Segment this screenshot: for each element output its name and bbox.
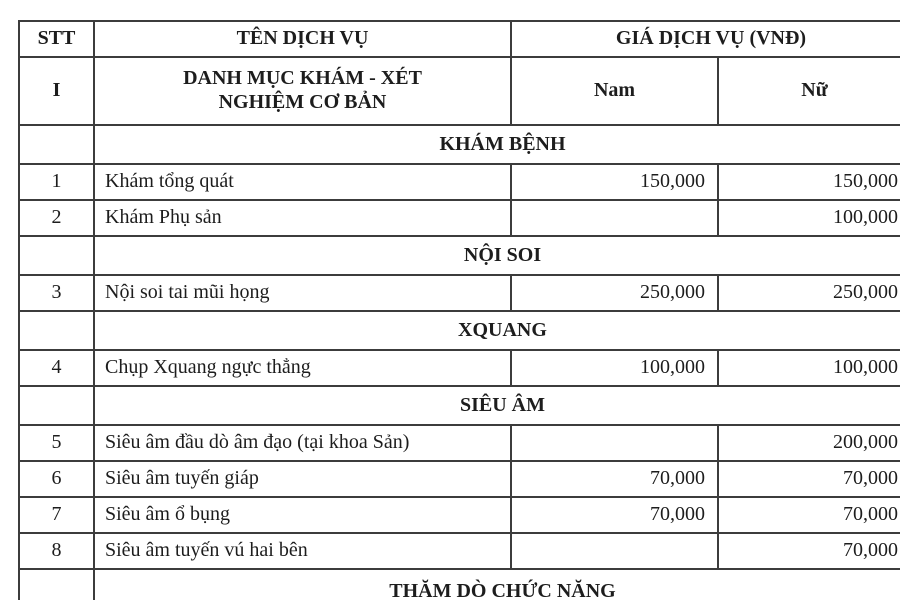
stt-cell: 6 — [19, 461, 94, 497]
stt-cell — [19, 236, 94, 275]
stt-cell — [19, 125, 94, 164]
section-title-cell: KHÁM BỆNH — [94, 125, 900, 164]
table-header-row — [19, 21, 900, 57]
col-header-service: TÊN DỊCH VỤ — [94, 21, 511, 57]
stt-cell: 1 — [19, 164, 94, 200]
stt-cell: 8 — [19, 533, 94, 569]
service-name-cell: Nội soi tai mũi họng — [94, 275, 511, 311]
section-row — [19, 311, 900, 350]
section-title-cell: XQUANG — [94, 311, 900, 350]
col-header-male: Nam — [511, 57, 718, 125]
stt-cell — [19, 386, 94, 425]
service-name-cell: Chụp Xquang ngực thẳng — [94, 350, 511, 386]
service-name-cell: Siêu âm tuyến vú hai bên — [94, 533, 511, 569]
service-name-cell: Siêu âm tuyến giáp — [94, 461, 511, 497]
col-header-price-group: GIÁ DỊCH VỤ (VNĐ) — [511, 21, 900, 57]
service-row — [19, 200, 900, 236]
stt-cell: 5 — [19, 425, 94, 461]
category-title: DANH MỤC KHÁM - XÉT NGHIỆM CƠ BẢN — [183, 67, 422, 113]
price-male-cell: 250,000 — [511, 275, 718, 311]
table-header-group — [19, 21, 900, 125]
col-header-stt: STT — [19, 21, 94, 57]
service-name-cell: Khám Phụ sản — [94, 200, 511, 236]
price-male-cell — [511, 533, 718, 569]
stt-cell: 4 — [19, 350, 94, 386]
service-row — [19, 164, 900, 200]
price-male-cell: 70,000 — [511, 497, 718, 533]
service-row — [19, 497, 900, 533]
table-body — [19, 125, 900, 600]
category-index-cell: I — [19, 57, 94, 125]
service-row — [19, 533, 900, 569]
section-row — [19, 386, 900, 425]
service-row — [19, 461, 900, 497]
stt-cell — [19, 569, 94, 600]
service-name-cell: Siêu âm đầu dò âm đạo (tại khoa Sản) — [94, 425, 511, 461]
section-row — [19, 569, 900, 600]
service-row — [19, 350, 900, 386]
price-male-cell: 100,000 — [511, 350, 718, 386]
price-female-cell: 150,000 — [718, 164, 900, 200]
section-row — [19, 125, 900, 164]
price-female-cell: 70,000 — [718, 461, 900, 497]
service-name-cell: Khám tổng quát — [94, 164, 511, 200]
section-row — [19, 236, 900, 275]
price-male-cell — [511, 200, 718, 236]
price-female-cell: 250,000 — [718, 275, 900, 311]
stt-cell: 7 — [19, 497, 94, 533]
price-female-cell: 100,000 — [718, 200, 900, 236]
price-female-cell: 100,000 — [718, 350, 900, 386]
stt-cell: 3 — [19, 275, 94, 311]
service-row — [19, 275, 900, 311]
price-male-cell: 150,000 — [511, 164, 718, 200]
price-female-cell: 70,000 — [718, 497, 900, 533]
price-female-cell: 200,000 — [718, 425, 900, 461]
service-row — [19, 425, 900, 461]
section-title-cell: SIÊU ÂM — [94, 386, 900, 425]
section-title-cell: THĂM DÒ CHỨC NĂNG — [94, 569, 900, 600]
price-male-cell — [511, 425, 718, 461]
price-male-cell: 70,000 — [511, 461, 718, 497]
service-price-table — [18, 20, 900, 600]
price-female-cell: 70,000 — [718, 533, 900, 569]
col-header-female: Nữ — [718, 57, 900, 125]
section-title-cell: NỘI SOI — [94, 236, 900, 275]
stt-cell — [19, 311, 94, 350]
stt-cell: 2 — [19, 200, 94, 236]
category-title-cell — [94, 57, 511, 125]
service-name-cell: Siêu âm ổ bụng — [94, 497, 511, 533]
category-header-row — [19, 57, 900, 125]
